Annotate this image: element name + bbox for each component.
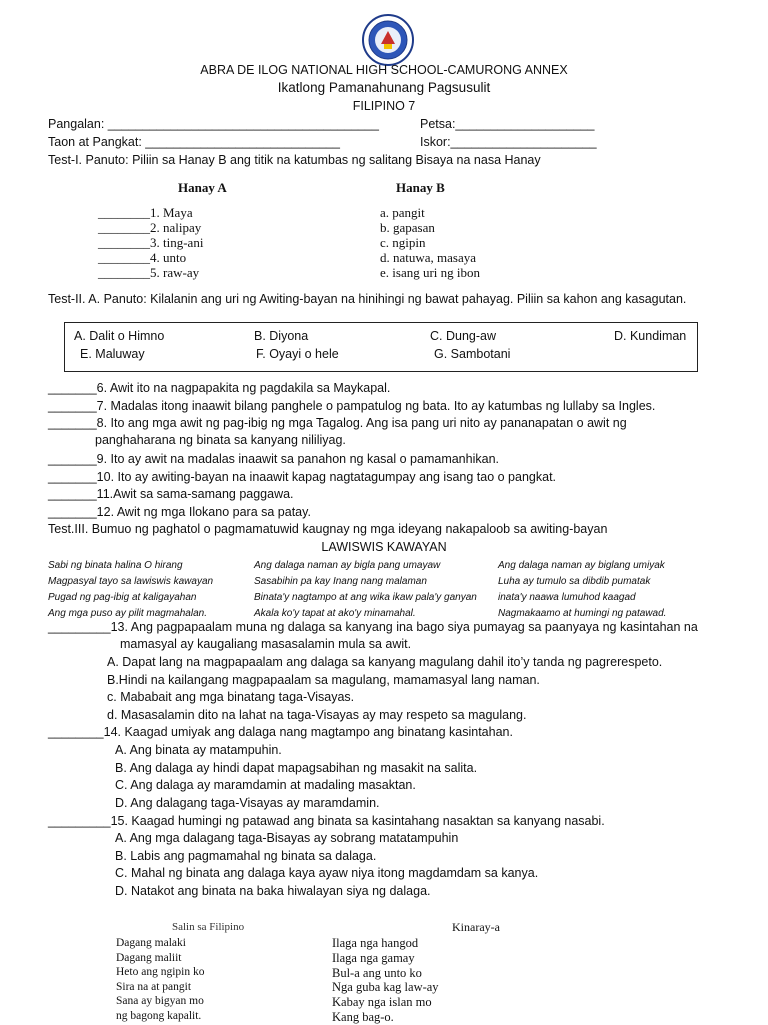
q13-choice-c: c. Mababait ang mga binatang taga-Visayas.	[107, 690, 355, 704]
q15-choice-c: C. Mahal ng binata ang dalaga kaya ayaw niya itong magdamdam sa kanya.	[115, 866, 539, 880]
question-14: ________14. Kaagad umiyak ang dalaga nang magtampo ang binatang kasintahan.	[48, 725, 513, 739]
q15-choice-d: D. Natakot ang binata na baka hiwalayan siya ng dalaga.	[115, 884, 431, 898]
list-item: Sana ay bigyan mo	[116, 995, 204, 1007]
lyric-line: Ang dalaga naman ay biglang umiyak	[498, 560, 665, 571]
choice-g: G. Sambotani	[434, 347, 511, 361]
song-title: LAWISWIS KAWAYAN	[321, 540, 447, 554]
question-9: _______9. Ito ay awit na madalas inaawit sa panahon ng kasal o pamamanhikan.	[48, 452, 499, 466]
q13-choice-b: B.Hindi na kailangang magpapaalam sa magulang, mamamasyal lang naman.	[107, 673, 540, 687]
hanay-a-list	[98, 205, 203, 280]
q13-choice-d: d. Masasalamin dito na lahat na taga-Visayas ay may respeto sa magulang.	[107, 708, 527, 722]
exam-title: Ikatlong Pamanahunang Pagsusulit	[277, 80, 491, 95]
choice-b: B. Diyona	[254, 329, 309, 343]
stanza-3	[498, 558, 666, 622]
lyric-line: Ang dalaga naman ay bigla pang umayaw	[254, 560, 441, 571]
choice-f: F. Oyayi o hele	[256, 347, 339, 361]
school-name: ABRA DE ILOG NATIONAL HIGH SCHOOL-CAMURONG ANNEX	[200, 63, 568, 77]
kinaray-a-heading: Kinaray-a	[452, 920, 500, 934]
lyric-line: Luha ay tumulo sa dibdib pumatak	[498, 576, 651, 587]
kinaray-a-list	[332, 936, 439, 1025]
salin-list	[116, 936, 204, 1023]
list-item: ________5. raw-ay	[98, 265, 200, 280]
q15-choice-b: B. Labis ang pagmamahal ng binata sa dalaga.	[115, 849, 377, 863]
test2-instruction: Test-II. A. Panuto: Kilalanin ang uri ng Awiting-bayan na hinihingi ng bawat pahayag. Piliin sa kahon ang kasagutan.	[48, 292, 687, 306]
hanay-a-heading: Hanay A	[178, 180, 227, 195]
question-13: _________13. Ang pagpapaalam muna ng dalaga sa kanyang ina bago siya pumayag sa paanyaya ng kasintahan na	[48, 620, 698, 634]
lyric-line: Magpasyal tayo sa lawiswis kawayan	[48, 576, 214, 587]
test3-instruction: Test.III. Bumuo ng paghatol o pagmamatuwid kaugnay ng mga ideyang nakapaloob sa awiting-bayan	[48, 522, 608, 536]
list-item: Ilaga nga hangod	[332, 936, 419, 950]
date-field: Petsa:____________________	[420, 117, 595, 131]
lyric-line: Binata'y nagtampo at ang wika ikaw pala'y ganyan	[254, 592, 477, 603]
list-item: b. gapasan	[380, 220, 435, 235]
q15-choice-a: A. Ang mga dalagang taga-Bisayas ay sobrang matatampuhin	[115, 831, 459, 845]
list-item: d. natuwa, masaya	[380, 250, 477, 265]
question-12: _______12. Awit ng mga Ilokano para sa patay.	[48, 505, 311, 519]
question-8: _______8. Ito ang mga awit ng pag-ibig ng mga Tagalog. Ang isa pang uri nito ay pananapatan o awit ng	[48, 416, 627, 430]
subject-title: FILIPINO 7	[352, 99, 416, 113]
lyric-line: Akala ko'y tapat at ako'y minamahal.	[254, 608, 416, 619]
salin-heading: Salin sa Filipino	[172, 921, 245, 933]
lyric-line: inata'y naawa lumuhod kaagad	[498, 592, 636, 603]
choice-c: C. Dung-aw	[430, 329, 496, 343]
list-item: c. ngipin	[380, 235, 426, 250]
q14-choice-c: C. Ang dalaga ay maramdamin at madaling masaktan.	[115, 778, 416, 792]
list-item: Kang bag-o.	[332, 1009, 394, 1024]
list-item: Kabay nga islan mo	[332, 995, 432, 1010]
q13-choice-a: A. Dapat lang na magpapaalam ang dalaga sa kanyang magulang dahil ito’y tanda ng pagrerespeto.	[107, 655, 663, 669]
q14-choice-b: B. Ang dalaga ay hindi dapat mapagsabihan ng masakit na salita.	[115, 761, 478, 775]
list-item: Ilaga nga gamay	[332, 950, 415, 965]
score-field: Iskor:_____________________	[420, 135, 597, 149]
lyric-line: Sabi ng binata halina O hirang	[48, 560, 183, 571]
lyric-line: Ang mga puso ay pilit magmahalan.	[48, 608, 207, 619]
list-item: Nga guba kag law-ay	[332, 980, 439, 995]
question-15: _________15. Kaagad humingi ng patawad ang binata sa kasintahang nasaktan sa kanyang nasabi.	[48, 814, 605, 828]
list-item: Heto ang ngipin ko	[116, 966, 205, 978]
choice-d: D. Kundiman	[614, 329, 687, 343]
lyric-line: Sasabihin pa kay Inang nang malaman	[254, 576, 427, 587]
name-field: Pangalan: _______________________________________	[48, 117, 379, 131]
list-item: a. pangit	[380, 205, 425, 220]
list-item: e. isang uri ng ibon	[380, 265, 481, 280]
list-item: Dagang malaki	[116, 937, 186, 949]
stanza-1	[48, 558, 213, 622]
section-field: Taon at Pangkat: ____________________________	[48, 135, 340, 149]
lyric-line: Pugad ng pag-ibig at kaligayahan	[48, 592, 197, 603]
list-item: ________3. ting-ani	[98, 235, 204, 250]
question-10: _______10. Ito ay awiting-bayan na inaawit kapag nagtatagumpay ang isang tao o pangkat.	[48, 470, 557, 484]
list-item: Dagang maliit	[116, 951, 182, 964]
choice-e: E. Maluway	[80, 347, 145, 361]
q14-choice-d: D. Ang dalagang taga-Visayas ay maramdamin.	[115, 796, 380, 810]
list-item: Bul-a ang unto ko	[332, 965, 422, 980]
q14-choice-a: A. Ang binata ay matampuhin.	[115, 743, 282, 757]
hanay-b-heading: Hanay B	[396, 180, 445, 195]
question-11: _______11.Awit sa sama-samang paggawa.	[48, 487, 294, 501]
lyric-line: Nagmakaamo at humingi ng patawad.	[498, 608, 667, 619]
question-8-cont: panghaharana ng binata sa kanyang nililiyag.	[95, 433, 346, 447]
test1-instruction: Test-I. Panuto: Piliin sa Hanay B ang titik na katumbas ng salitang Bisaya na nasa Hanay	[48, 153, 541, 167]
list-item: ________4. unto	[98, 250, 187, 265]
list-item: ng bagong kapalit.	[116, 1009, 202, 1022]
list-item: ________2. nalipay	[98, 220, 202, 235]
question-13-cont: mamasyal ay kaugaliang masasalamin mula sa awit.	[120, 637, 412, 651]
question-7: _______7. Madalas itong inaawit bilang panghele o pampatulog ng bata. Ito ay katumbas ng lullaby sa Ingles.	[48, 399, 656, 413]
hanay-b-list	[380, 205, 480, 280]
question-6: _______6. Awit ito na nagpapakita ng pagdakila sa Maykapal.	[48, 381, 391, 395]
stanza-2	[254, 558, 477, 622]
list-item: ________1. Maya	[98, 205, 193, 220]
deped-seal-icon	[362, 14, 414, 66]
choice-a: A. Dalit o Himno	[74, 329, 165, 343]
list-item: Sira na at pangit	[116, 980, 192, 993]
